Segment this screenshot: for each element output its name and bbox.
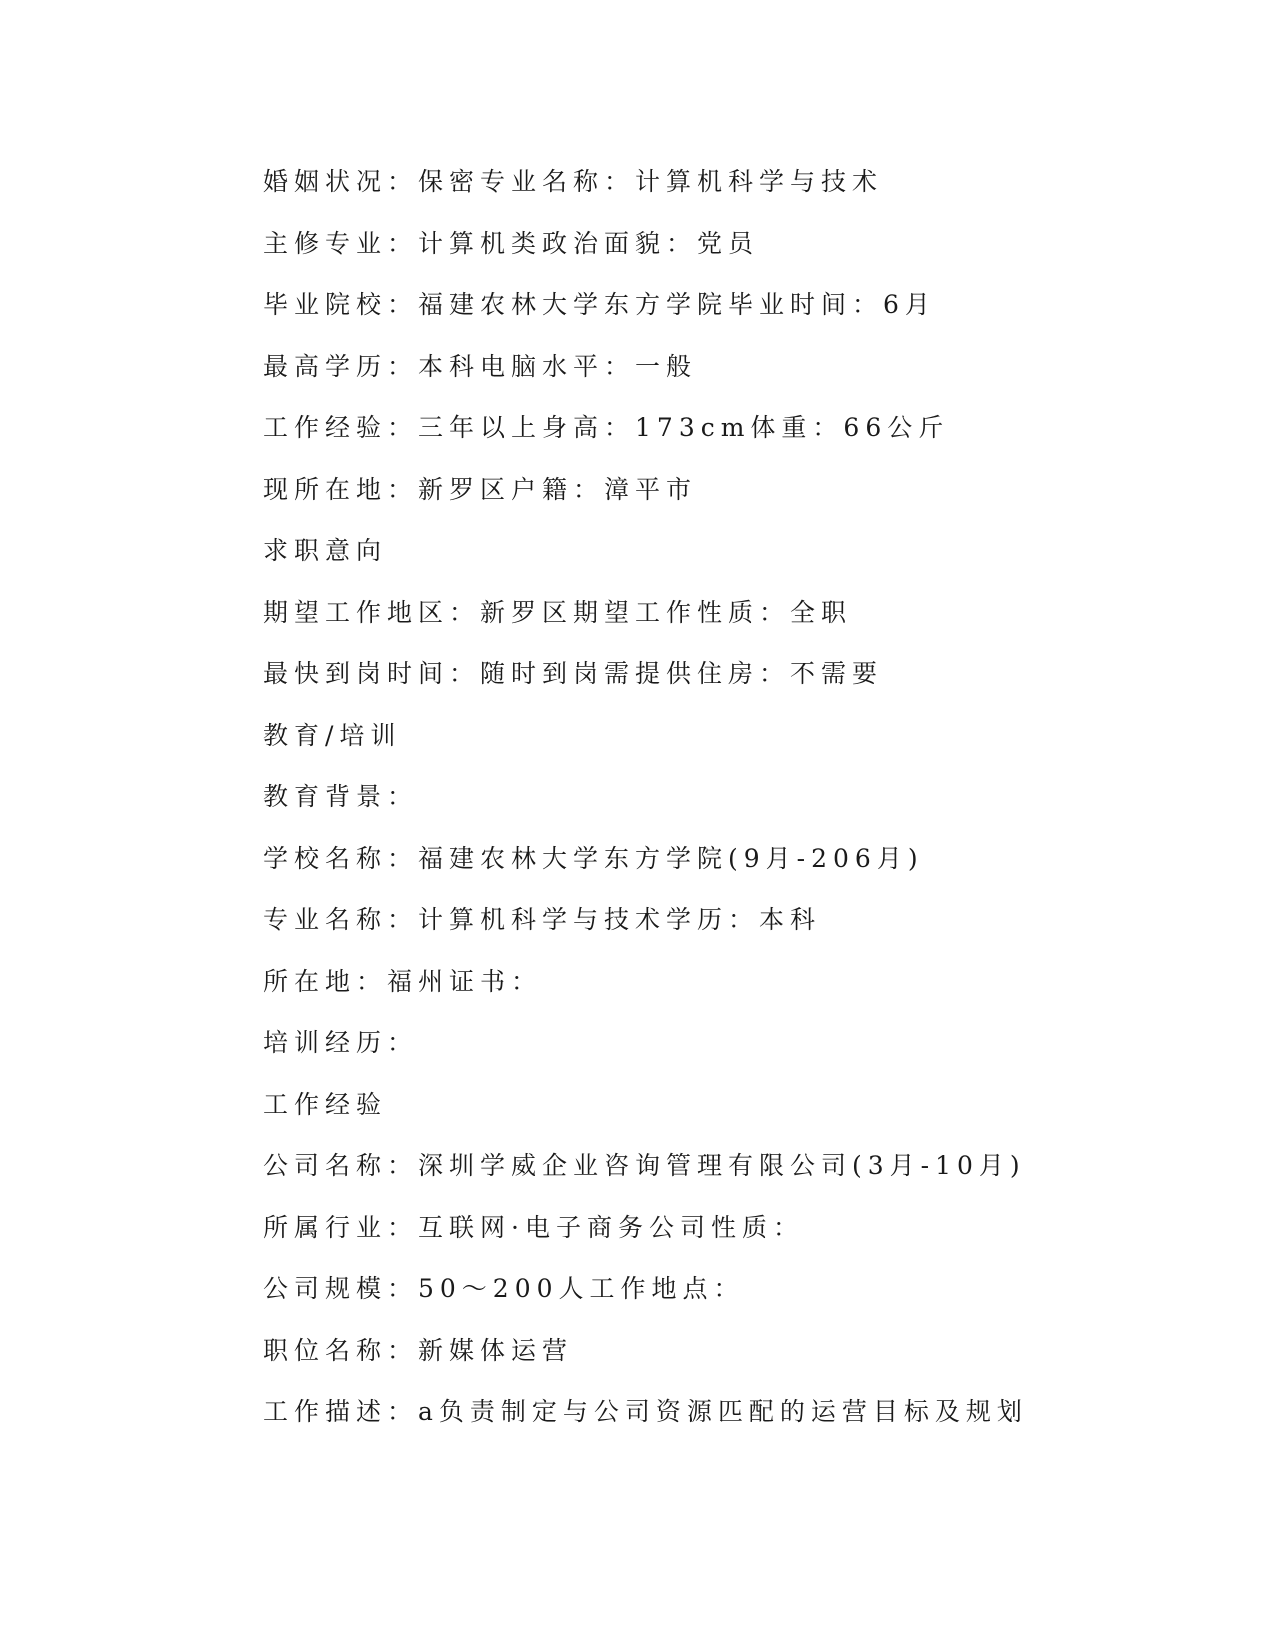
line-school-name: 学校名称：福建农林大学东方学院(9月-206月): [263, 843, 924, 873]
line-industry-company-nature: 所属行业：互联网·电子商务公司性质：: [263, 1212, 804, 1242]
section-heading-education-training: 教育/培训: [263, 720, 402, 750]
line-major-degree: 专业名称：计算机科学与技术学历：本科: [263, 905, 822, 934]
line-work-experience-height-weight: 工作经验：三年以上身高：173cm体重：66公斤: [263, 413, 950, 442]
line-current-location: 现所在地：新罗区户籍：漳平市: [263, 474, 698, 504]
section-heading-job-intention: 求职意向: [263, 536, 388, 565]
line-company-size-location: 公司规模：50～200人工作地点：: [263, 1274, 745, 1303]
line-education-level: 最高学历：本科电脑水平：一般: [263, 351, 698, 381]
line-start-time-housing: 最快到岗时间：随时到岗需提供住房：不需要: [263, 659, 884, 688]
line-location-certificate: 所在地：福州证书：: [263, 966, 543, 996]
line-graduate-school: 毕业院校：福建农林大学东方学院毕业时间：6月: [263, 290, 936, 319]
section-heading-work-experience: 工作经验: [263, 1089, 388, 1119]
subheading-education-background: 教育背景：: [263, 782, 419, 811]
line-company-name: 公司名称：深圳学威企业咨询管理有限公司(3月-10月): [263, 1151, 1026, 1180]
line-position-title: 职位名称：新媒体运营: [263, 1335, 574, 1365]
subheading-training-history: 培训经历：: [263, 1028, 419, 1057]
line-primary-major-political-status: 主修专业：计算机类政治面貌：党员: [263, 228, 760, 258]
line-marital-status-major: 婚姻状况：保密专业名称：计算机科学与技术: [263, 167, 884, 196]
line-expected-area-nature: 期望工作地区：新罗区期望工作性质：全职: [263, 597, 853, 627]
line-job-description: 工作描述：a负责制定与公司资源匹配的运营目标及规划: [263, 1397, 1028, 1426]
resume-text-block: [263, 162, 1028, 1454]
